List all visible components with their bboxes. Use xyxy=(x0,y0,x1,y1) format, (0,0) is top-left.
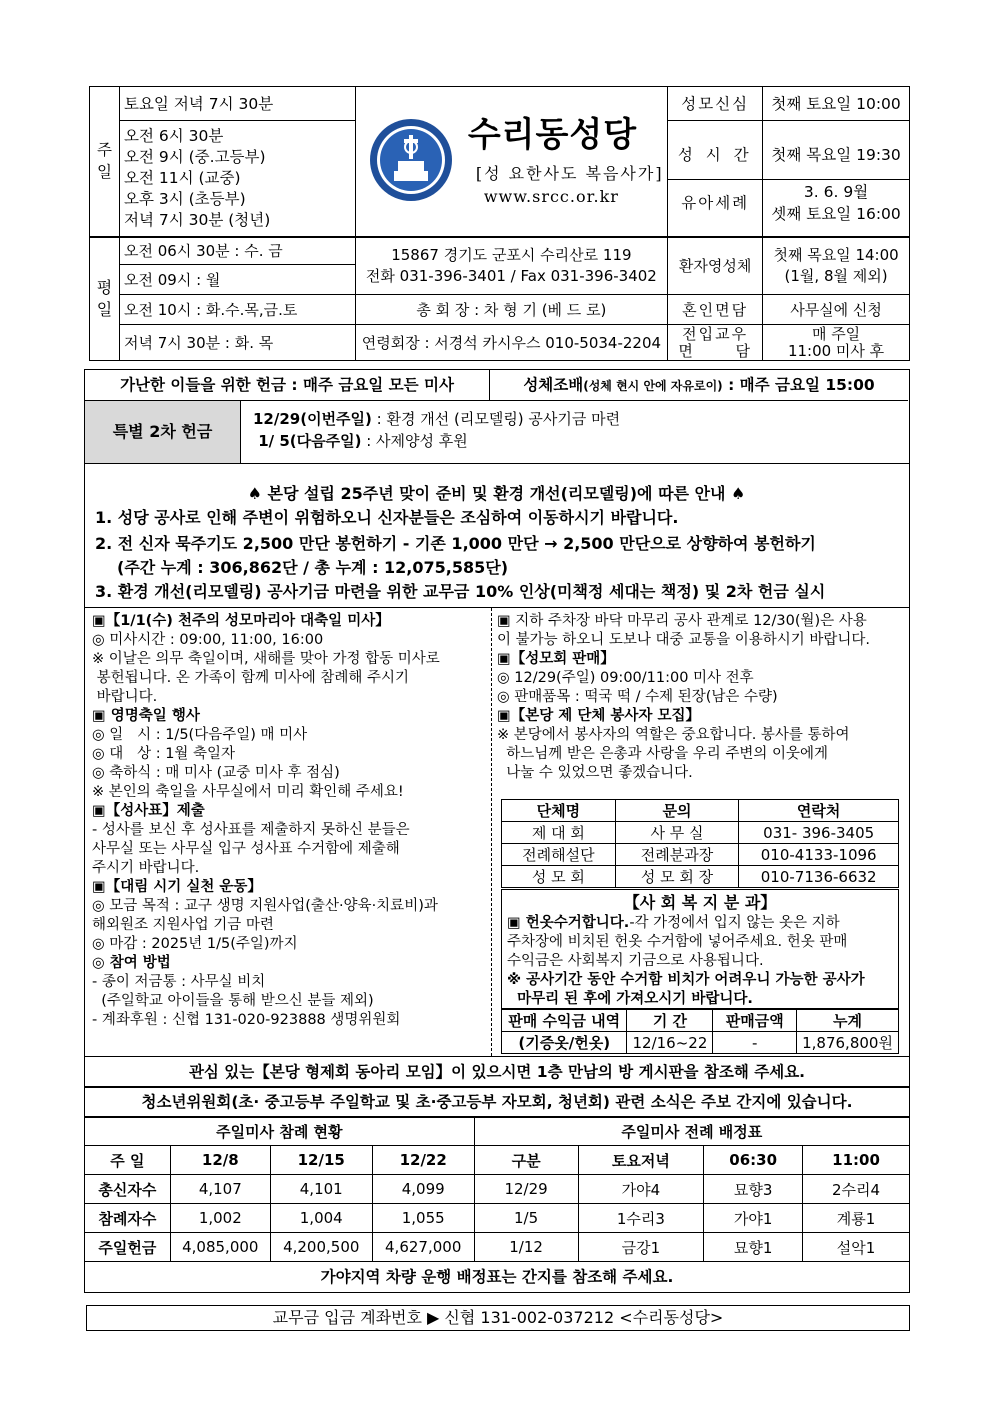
text-line: - 종이 저금통 : 사무실 비치 xyxy=(92,974,266,990)
remodel-notice-box xyxy=(84,463,910,608)
text-line: (주일학교 아이들을 통해 받으신 분들 제외) xyxy=(92,993,374,1009)
table-row xyxy=(85,1233,910,1262)
welfare-line: 수익금은 사회복지 기금으로 사용됩니다. xyxy=(507,953,764,969)
table-row xyxy=(502,844,899,866)
text-line: - 계좌후원 : 신협 131-020-923888 생명위원회 xyxy=(92,1012,401,1028)
special-offering-1: 12/29(이번주일) : 환경 개선 (리모델링) 공사기금 마련 xyxy=(253,410,621,428)
notice-item: 1. 성당 공사로 인해 주변이 위험하오니 신자분들은 조심하여 이동하시기 바랍니다. xyxy=(95,508,679,527)
adoration-time: 성체조배(성체 현시 안에 자유로이) : 매주 금요일 15:00 xyxy=(490,370,908,401)
table-cell: 010-4133-1096 xyxy=(739,844,899,866)
text-line: ※ 본인의 축일을 사무실에서 미리 확인해 주세요! xyxy=(92,784,404,800)
welfare-box xyxy=(501,889,899,1009)
table-header: 주 일 xyxy=(85,1146,171,1175)
info-values-1-2: 첫째 목요일 19:30 3. 6. 9월 셋째 토요일 16:00 xyxy=(763,120,910,236)
text-line: 나눌 수 있었으면 좋겠습니다. xyxy=(497,765,693,781)
text-line: ※ 본당에서 봉사자의 역할은 중요합니다. 봉사를 통하여 xyxy=(497,727,850,743)
table-header: 판매 수익금 내역 xyxy=(502,1010,627,1032)
volunteer-heading: ▣【본당 제 단체 봉사자 모집】 xyxy=(497,708,700,724)
table-cell: 가야1 xyxy=(704,1204,803,1233)
text-line: ◎ 모금 목적 : 교구 생명 지원사업(출산·양육·치료비)과 xyxy=(92,898,438,914)
table-header: 토요저녁 xyxy=(578,1146,704,1175)
table-cell: 묘향1 xyxy=(704,1233,803,1262)
info-label-0: 성모신심 xyxy=(668,87,763,121)
volunteer-table xyxy=(501,799,899,888)
table-cell: 전례분과장 xyxy=(615,844,739,866)
table-row xyxy=(502,866,899,888)
text-line: 봉헌됩니다. 온 가족이 함께 미사에 참례해 주시기 xyxy=(92,670,410,686)
sale-heading: ▣【성모회 판매】 xyxy=(497,651,615,667)
table-header: 12/15 xyxy=(270,1146,372,1175)
table-cell: 참례자수 xyxy=(85,1204,171,1233)
weekday-label: 평일 xyxy=(90,237,120,361)
table-header: 12/22 xyxy=(372,1146,474,1175)
feast-heading: ▣ 영명축일 행사 xyxy=(92,708,200,724)
sales-table xyxy=(501,1009,899,1054)
table-row xyxy=(502,1032,899,1054)
notice-item: 3. 환경 개선(리모델링) 공사기금 마련을 위한 교무금 10% 인상(미책정 세대는 책정) 및 2차 헌금 실시 xyxy=(95,582,826,601)
text-line: ◎ 판매품목 : 떡국 떡 / 수제 된장(남은 수량) xyxy=(497,689,778,705)
stats-table xyxy=(84,1116,910,1262)
left-column xyxy=(92,612,488,1030)
welfare-title: 【사 회 복 지 분 과】 xyxy=(623,893,777,912)
table-cell: 4,099 xyxy=(372,1175,474,1204)
church-subtitle: [성 요한사도 복음사가] xyxy=(475,164,664,183)
table-row xyxy=(502,822,899,844)
text-line: ◎ 마감 : 2025년 1/5(주일)까지 xyxy=(92,936,298,952)
text-line: ※ 이날은 의무 축일이며, 새해를 맞아 가정 합동 미사로 xyxy=(92,651,440,667)
weekday-time-1: 오전 09시 : 월 xyxy=(119,265,355,295)
table-cell: 4,107 xyxy=(170,1175,270,1204)
table-cell: 주일헌금 xyxy=(85,1233,171,1262)
liturgy-title: 주일미사 전례 배정표 xyxy=(474,1117,909,1146)
notice-item: 2. 전 신자 묵주기도 2,500 만단 봉헌하기 - 기존 1,000 만단 → 2,500 만단으로 상향하여 봉헌하기 xyxy=(95,534,816,553)
notice-item: (주간 누계 : 306,862단 / 총 누계 : 12,075,585단) xyxy=(117,558,509,577)
table-cell: 1/12 xyxy=(474,1233,578,1262)
table-cell: 성 모 회 xyxy=(502,866,616,888)
special-offering-label: 특별 2차 헌금 xyxy=(85,401,241,463)
table-row xyxy=(85,1204,910,1233)
text-line: 주시기 바랍니다. xyxy=(92,860,200,876)
advent-heading: ▣【대림 시기 실천 운동】 xyxy=(92,879,262,895)
weekday-time-0: 오전 06시 30분 : 수. 금 xyxy=(119,237,355,265)
weekday-time-2: 오전 10시 : 화.수.목,금.토 xyxy=(119,295,355,325)
account-info: 교무금 입금 계좌번호 ▶ 신협 131-002-037212 <수리동성당> xyxy=(86,1305,910,1331)
special-offering-list xyxy=(253,408,620,452)
text-line: 바랍니다. xyxy=(92,689,158,705)
info-value-3: 첫째 목요일 14:00 (1월, 8월 제외) xyxy=(763,237,910,295)
mass-heading: ▣【1/1(수) 천주의 성모마리아 대축일 미사】 xyxy=(92,613,390,629)
table-cell: 사 무 실 xyxy=(615,822,739,844)
welfare-line: ※ 공사기간 동안 수거함 비치가 어려우니 가능한 공사가 xyxy=(507,972,865,988)
text-line: 하느님께 받은 은총과 사랑을 우리 주변의 이웃에게 xyxy=(497,746,829,762)
table-cell: 031- 396-3405 xyxy=(739,822,899,844)
table-cell: 계룡1 xyxy=(803,1204,910,1233)
table-cell: 4,627,000 xyxy=(372,1233,474,1262)
table-header: 11:00 xyxy=(803,1146,910,1175)
senior-president: 연령회장 : 서경석 카시우스 010-5034-2204 xyxy=(355,325,668,361)
church-name: 수리동성당 xyxy=(467,115,638,155)
text-line: 해외원조 지원사업 기금 마련 xyxy=(92,917,274,933)
info-value-0: 첫째 토요일 10:00 xyxy=(763,87,910,121)
table-cell: 2수리4 xyxy=(803,1175,910,1204)
welfare-line: ▣ 헌옷수거합니다.-각 가정에서 입지 않는 옷은 지하 xyxy=(507,915,840,931)
text-line: ◎ 일 시 : 1/5(다음주일) 매 미사 xyxy=(92,727,308,743)
weekday-table xyxy=(89,236,910,361)
info-value-5: 매 주일 11:00 미사 후 xyxy=(763,325,910,361)
table-cell: 1,876,800원 xyxy=(797,1032,899,1054)
info-label-4: 혼인면담 xyxy=(668,295,763,325)
table-cell: 제 대 회 xyxy=(502,822,616,844)
sunday-label: 주일 xyxy=(90,87,120,237)
table-header: 연락처 xyxy=(739,800,899,822)
weekday-time-3: 저녁 7시 30분 : 화. 목 xyxy=(119,325,355,361)
info-value-4: 사무실에 신청 xyxy=(763,295,910,325)
text-line: ◎ 대 상 : 1월 축일자 xyxy=(92,746,236,762)
table-header: 판매금액 xyxy=(713,1010,797,1032)
column-divider xyxy=(491,608,492,1056)
table-header: 12/8 xyxy=(170,1146,270,1175)
special-offering-2: 1/ 5(다음주일) : 사제양성 후원 xyxy=(253,432,468,450)
council-president: 총 회 장 : 차 형 기 (베 드 로) xyxy=(355,295,668,325)
info-label-3: 환자영성체 xyxy=(668,237,763,295)
right-column xyxy=(497,612,903,783)
text-line: ◎ 축하식 : 매 미사 (교중 미사 후 점심) xyxy=(92,765,340,781)
address: 15867 경기도 군포시 수리산로 119 전화 031-396-3401 / Fax 031-396-3402 xyxy=(355,237,668,295)
offering-box xyxy=(84,369,910,464)
table-cell: 1,002 xyxy=(170,1204,270,1233)
notice-items xyxy=(95,505,825,605)
text-line: 이 불가능 하오니 도보나 대중 교통을 이용하시기 바랍니다. xyxy=(497,632,871,648)
info-label-5: 전입교우 면 담 xyxy=(668,325,763,361)
table-cell: 설악1 xyxy=(803,1233,910,1262)
parking-notice: ▣ 지하 주차장 바닥 마무리 공사 관계로 12/30(월)은 사용 xyxy=(497,613,867,629)
table-header: 문의 xyxy=(615,800,739,822)
sacrament-heading: ▣【성사표】제출 xyxy=(92,803,205,819)
welfare-line: 마무리 된 후에 가져오시기 바랍니다. xyxy=(507,991,753,1007)
table-cell: 1,055 xyxy=(372,1204,474,1233)
table-cell: 금강1 xyxy=(578,1233,704,1262)
table-cell: 4,085,000 xyxy=(170,1233,270,1262)
table-header: 단체명 xyxy=(502,800,616,822)
table-header: 구분 xyxy=(474,1146,578,1175)
table-cell: 1,004 xyxy=(270,1204,372,1233)
table-row xyxy=(85,1175,910,1204)
notice-title: ♠ 본당 설립 25주년 맞이 준비 및 환경 개선(리모델링)에 따른 안내 ♠ xyxy=(247,484,746,503)
table-header: 06:30 xyxy=(704,1146,803,1175)
table-cell: 전례해설단 xyxy=(502,844,616,866)
table-cell: 1수리3 xyxy=(578,1204,704,1233)
church-logo-icon xyxy=(368,117,454,203)
poor-offering: 가난한 이들을 위한 헌금 : 매주 금요일 모든 미사 xyxy=(85,370,490,401)
attendance-title: 주일미사 참례 현황 xyxy=(85,1117,475,1146)
table-cell: 4,101 xyxy=(270,1175,372,1204)
welfare-line: 주차장에 비치된 헌옷 수거함에 넣어주세요. 헌옷 판매 xyxy=(507,934,848,950)
table-cell: 묘향3 xyxy=(704,1175,803,1204)
text-line: ◎ 12/29(주일) 09:00/11:00 미사 전후 xyxy=(497,670,754,686)
text-line: ◎ 미사시간 : 09:00, 11:00, 16:00 xyxy=(92,632,324,648)
info-labels-1-2: 성 시 간 유아세례 xyxy=(668,120,763,236)
table-cell: 12/29 xyxy=(474,1175,578,1204)
text-line: 사무실 또는 사무실 입구 성사표 수거함에 제출해 xyxy=(92,841,400,857)
table-cell: 총신자수 xyxy=(85,1175,171,1204)
table-cell: (기증옷/헌옷) xyxy=(502,1032,627,1054)
church-title-block xyxy=(355,87,667,238)
table-cell: 성 모 회 장 xyxy=(615,866,739,888)
youth-notice: 청소년위원회(초· 중고등부 주일학교 및 초·중고등부 자모회, 청년회) 관련 소식은 주보 간지에 있습니다. xyxy=(84,1086,910,1118)
table-cell: - xyxy=(713,1032,797,1054)
table-header: 누계 xyxy=(797,1010,899,1032)
table-header: 기 간 xyxy=(627,1010,713,1032)
text-line: ◎ 참여 방법 xyxy=(92,955,171,971)
table-cell: 가야4 xyxy=(578,1175,704,1204)
sunday-time-0: 토요일 저녁 7시 30분 xyxy=(119,87,355,121)
vehicle-notice: 가야지역 차량 운행 배정표는 간지를 참조해 주세요. xyxy=(84,1261,910,1293)
website-link[interactable]: www.srcc.or.kr xyxy=(483,187,619,206)
table-cell: 4,200,500 xyxy=(270,1233,372,1262)
text-line: - 성사를 보신 후 성사표를 제출하지 못하신 분들은 xyxy=(92,822,410,838)
table-cell: 12/16~22 xyxy=(627,1032,713,1054)
table-cell: 010-7136-6632 xyxy=(739,866,899,888)
club-notice: 관심 있는【본당 형제회 동아리 모임】이 있으시면 1층 만남의 방 게시판을 참조해 주세요. xyxy=(84,1056,910,1088)
sunday-times-list: 오전 6시 30분 오전 9시 (중.고등부) 오전 11시 (교중) 오후 3시 (초등부) 저녁 7시 30분 (청년) xyxy=(119,120,355,236)
header-table xyxy=(89,86,910,238)
table-cell: 1/5 xyxy=(474,1204,578,1233)
